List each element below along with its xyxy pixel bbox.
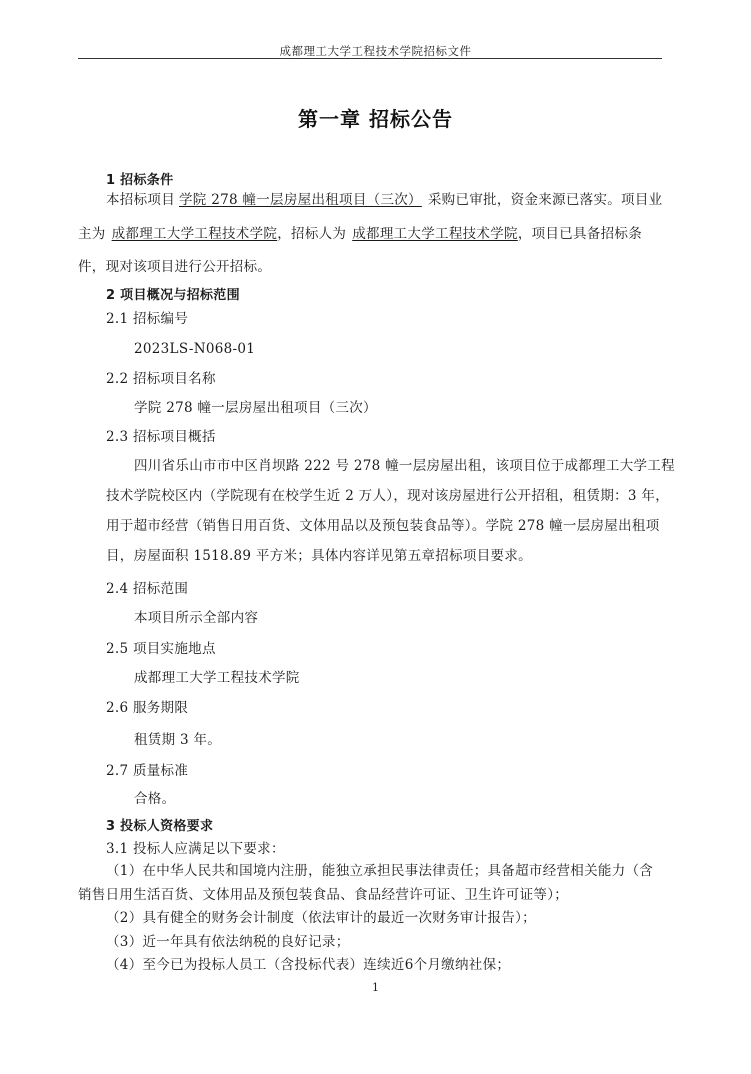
section-2-5-label: 2.5 项目实施地点 bbox=[106, 641, 216, 657]
page-number: 1 bbox=[372, 981, 379, 994]
section-2-2-value: 学院 278 幢一层房屋出租项目（三次） bbox=[134, 400, 377, 416]
section-1-heading: 1 招标条件 bbox=[106, 173, 174, 188]
tenderer-underlined: 成都理工大学工程技术学院 bbox=[352, 226, 518, 242]
text-segment: ，项目已具备招标条 bbox=[517, 226, 643, 242]
requirement-3: （3）近一年具有依法纳税的良好记录； bbox=[106, 934, 350, 950]
requirement-1-line-1: （1）在中华人民共和国境内注册，能独立承担民事法律责任；具备超市经营相关能力（含 bbox=[106, 863, 654, 879]
section-1-para-line-1 bbox=[106, 191, 662, 209]
section-2-2-label: 2.2 招标项目名称 bbox=[106, 371, 216, 387]
section-2-5-value: 成都理工大学工程技术学院 bbox=[134, 670, 300, 686]
section-1-para-line-3: 件，现对该项目进行公开招标。 bbox=[78, 259, 272, 275]
section-2-3-label: 2.3 招标项目概括 bbox=[106, 429, 216, 445]
text-segment: 本招标项目 bbox=[106, 192, 175, 208]
section-2-4-value: 本项目所示全部内容 bbox=[134, 610, 259, 626]
text-segment: 主为 bbox=[78, 226, 106, 242]
section-3-heading: 3 投标人资格要求 bbox=[106, 819, 214, 834]
section-3-1-label: 3.1 投标人应满足以下要求： bbox=[106, 841, 285, 857]
text-segment: ，招标人为 bbox=[277, 226, 347, 242]
page-header: 成都理工大学工程技术学院招标文件 bbox=[279, 44, 472, 58]
project-name-underlined: 学院 278 幢一层房屋出租项目（三次） bbox=[179, 192, 422, 208]
section-2-3-line-3: 用于超市经营（销售日用百货、文体用品以及预包装食品等）。学院 278 幢一层房屋出租项 bbox=[106, 518, 660, 534]
section-2-heading: 2 项目概况与招标范围 bbox=[106, 288, 240, 303]
section-2-3-line-1: 四川省乐山市市中区肖坝路 222 号 278 幢一层房屋出租，该项目位于成都理工大学工程 bbox=[134, 458, 675, 474]
section-2-3-line-4: 目，房屋面积 1518.89 平方米；具体内容详见第五章招标项目要求。 bbox=[106, 548, 532, 564]
section-2-6-label: 2.6 服务期限 bbox=[106, 700, 189, 716]
section-2-1-value: 2023LS-N068-01 bbox=[134, 341, 256, 357]
project-owner-underlined: 成都理工大学工程技术学院 bbox=[111, 226, 278, 242]
requirement-1-line-2: 销售日用生活百货、文体用品及预包装食品、食品经营许可证、卫生许可证等）； bbox=[78, 887, 569, 903]
requirement-2: （2）具有健全的财务会计制度（依法审计的最近一次财务审计报告）； bbox=[106, 910, 536, 926]
section-1-para-line-2 bbox=[78, 225, 642, 243]
header-divider bbox=[78, 58, 662, 59]
section-2-6-value: 租赁期 3 年。 bbox=[134, 732, 222, 748]
chapter-title: 第一章 招标公告 bbox=[298, 107, 453, 131]
text-segment: 采购已审批，资金来源已落实。项目业 bbox=[427, 192, 663, 208]
section-2-3-line-2: 技术学院校区内（学院现有在校学生近 2 万人），现对该房屋进行公开招租，租赁期：3 年， bbox=[106, 488, 670, 504]
section-2-4-label: 2.4 招标范围 bbox=[106, 581, 189, 597]
section-2-7-label: 2.7 质量标准 bbox=[106, 763, 189, 779]
requirement-4: （4）至今已为投标人员工（含投标代表）连续近6个月缴纳社保； bbox=[106, 957, 511, 973]
section-2-7-value: 合格。 bbox=[134, 791, 176, 807]
section-2-1-label: 2.1 招标编号 bbox=[106, 311, 189, 327]
